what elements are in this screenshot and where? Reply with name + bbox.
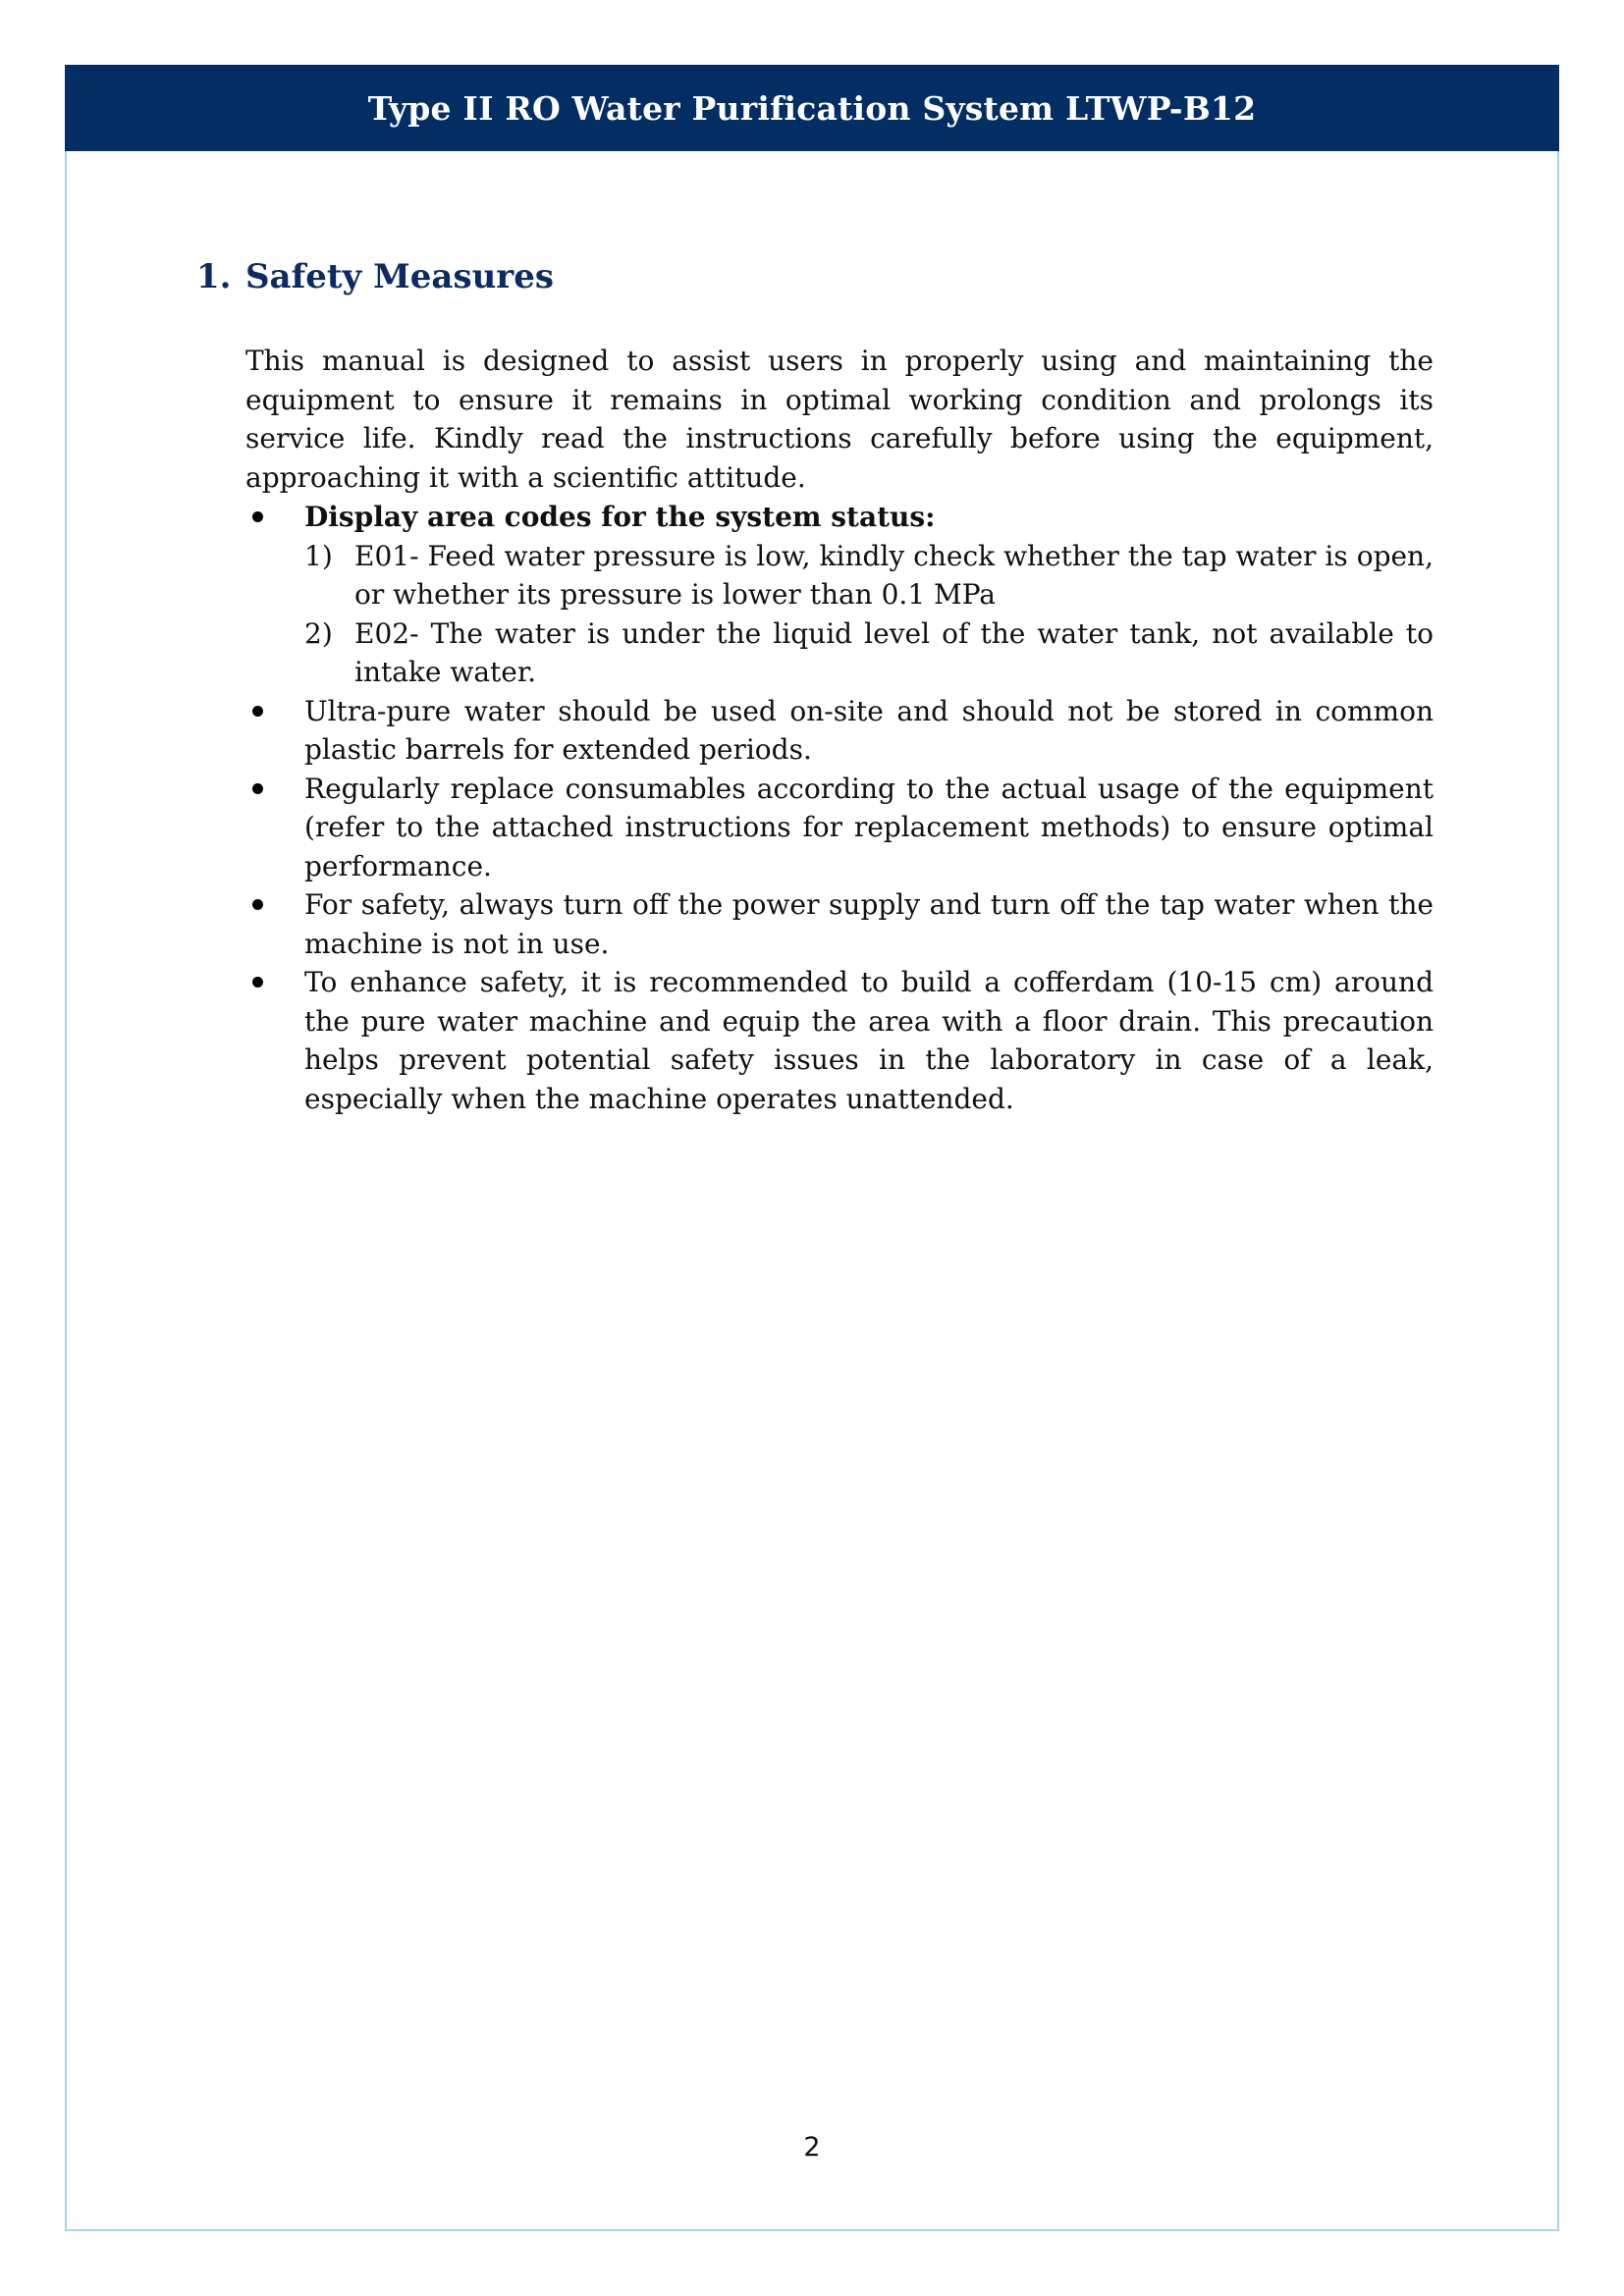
header-bar — [65, 65, 1559, 151]
list-item — [304, 537, 1434, 614]
list-item — [245, 498, 1434, 692]
list-item — [245, 885, 1434, 963]
section-body — [245, 342, 1434, 1118]
list-item — [304, 614, 1434, 692]
bullet-text: Regularly replace consumables according to the actual usage of the equipment (refer to the attached instructions for replacement methods) to ensure optimal performance. — [304, 772, 1434, 882]
bullet-text: For safety, always turn off the power supply and turn off the tap water when the machine is not in use. — [304, 888, 1434, 960]
page-content — [196, 257, 1434, 1118]
code-text: E01- Feed water pressure is low, kindly check whether the tap water is open, or whether its pressure is lower than 0.1 MPa — [354, 539, 1434, 611]
bullet-text: Ultra-pure water should be used on-site and should not be stored in common plastic barrels for extended periods. — [304, 694, 1434, 766]
bullet-text: Display area codes for the system status: — [304, 501, 936, 533]
list-item — [245, 770, 1434, 886]
bullet-icon — [252, 783, 263, 794]
code-text: E02- The water is under the liquid level of the water tank, not available to intake water. — [354, 616, 1434, 688]
section-number: 1. — [196, 257, 232, 296]
document-title: Type II RO Water Purification System LTWP-B12 — [367, 88, 1257, 128]
list-item — [245, 692, 1434, 770]
code-number: 2) — [304, 616, 333, 650]
intro-paragraph: This manual is designed to assist users in properly using and maintaining the equipment to ensure it remains in optimal working condition and prolongs its service life. Kindly read the instructions carefully before using the equipment, approaching it with a scientific attitude. — [245, 345, 1434, 494]
section-title: Safety Measures — [245, 257, 554, 296]
page-number: 2 — [803, 2132, 821, 2163]
list-item — [245, 963, 1434, 1118]
bullet-text: To enhance safety, it is recommended to build a cofferdam (10-15 cm) around the pure water machine and equip the area with a floor drain. This precaution helps prevent potential safety issues in the laboratory in case of a leak, especially when the machine operates unattended. — [304, 966, 1434, 1115]
bullet-icon — [252, 899, 263, 910]
status-code-list — [304, 537, 1434, 692]
bullet-icon — [252, 511, 263, 522]
safety-bullet-list — [245, 498, 1434, 1118]
section-heading — [196, 257, 1434, 296]
code-number: 1) — [304, 539, 333, 572]
bullet-icon — [252, 706, 263, 717]
bullet-icon — [252, 977, 263, 988]
